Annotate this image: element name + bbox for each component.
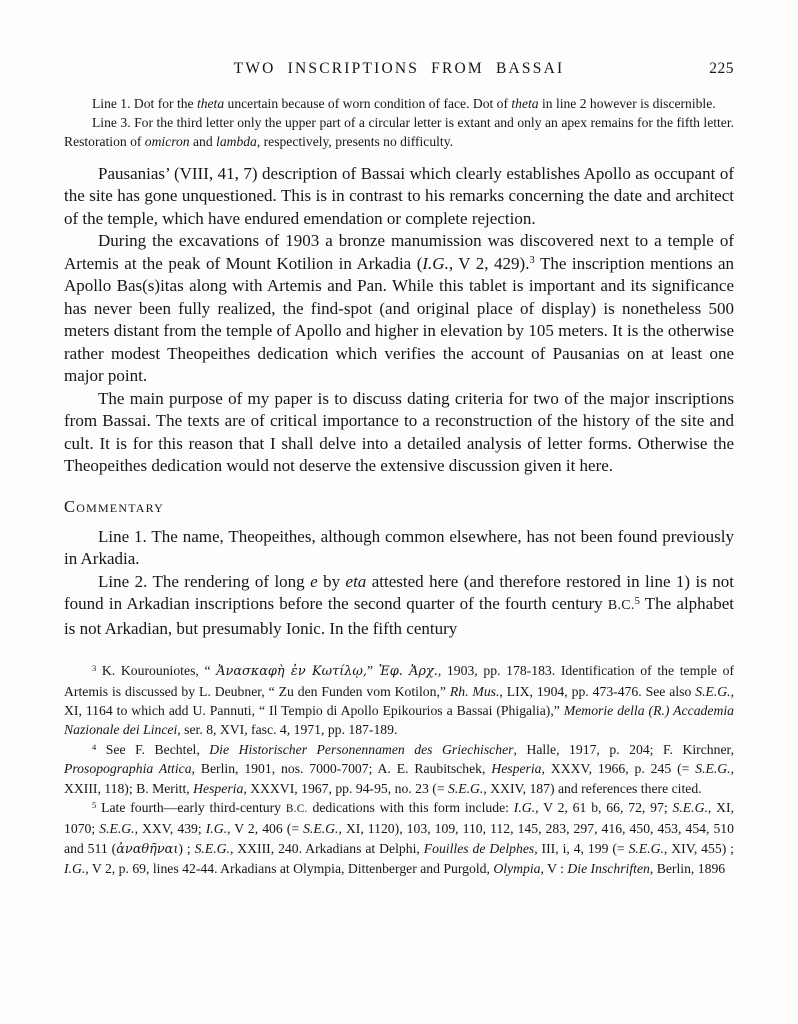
body-paragraph: The main purpose of my paper is to discuss dating criteria for two of the major inscriptions from Bassai. The texts are of critical importance to a reconstruction of the history of the site and cult. It is for this reason that I shall delve into a detailed analysis of letter forms. Otherwise the Theopeithes dedication would not deserve the extensive discussion given it here. xyxy=(64,388,734,476)
running-title: TWO INSCRIPTIONS FROM BASSAI xyxy=(233,60,565,77)
footnote: $^4$ See F. Bechtel, Die Historischer Personennamen des Griechischer, Halle, 1917, p. 204; F. Kirchner, Prosopographia Attica, Berlin, 1901, nos. 7000-7007; A. E. Raubitschek, Hesperia, XXXV, 1966, p. 245 (= S.E.G., XXIII, 118); B. Meritt, Hesperia, XXXVI, 1967, pp. 94-95, no. 23 (= S.E.G., XXIV, 187) and references there cited. xyxy=(64,741,734,796)
footnote: $^5$ Late fourth—early third-century B.C. dedications with this form include: I.G., V 2, 61 b, 66, 72, 97; S.E.G., XI, 1070; S.E.G., XXV, 439; I.G., V 2, 406 (= S.E.G., XI, 1120), 103, 109, 110, 112, 145, 283, 297, 416, 450, 453, 454, 510 and 511 (ἀναθῆναι) ; S.E.G., XXIII, 240. Arkadians at Delphi, Fouilles de Delphes, III, i, 4, 199 (= S.E.G., XIV, 455) ; I.G., V 2, p. 69, lines 42-44. Arkadians at Olympia, Dittenberger and Purgold, Olympia, V : Die Inschriften, Berlin, 1896 xyxy=(64,799,734,877)
main-text xyxy=(64,163,734,478)
commentary-paragraph: Line 1. The name, Theopeithes, although common elsewhere, has not been found previously in Arkadia. xyxy=(64,526,734,569)
note-paragraph: Line 3. For the third letter only the upper part of a circular letter is extant and only an apex remains for the fifth letter. Restoration of omicron and lambda, respectively, presents no difficulty. xyxy=(64,115,734,150)
body-paragraph: During the excavations of 1903 a bronze manumission was discovered next to a temple of Artemis at the peak of Mount Kotilion in Arkadia (I.G., V 2, 429).$^3$ The inscription mentions an Apollo Bas(s)itas along with Artemis and Pan. While this tablet is important and its significance has never been fully realized, the find-spot (and original place of display) is nonetheless 500 meters distant from the temple of Apollo and higher in elevation by 105 meters. It is the otherwise rather modest Theopeithes dedication which verifies the account of Pausanias on at least one major point. xyxy=(64,231,735,386)
footnotes xyxy=(64,661,734,878)
running-head xyxy=(64,60,734,80)
epigraphic-notes xyxy=(64,94,734,152)
note-paragraph: Line 1. Dot for the theta uncertain because of worn condition of face. Dot of theta in line 2 however is discernible. xyxy=(92,96,716,111)
footnote: $^3$ K. Kourouniotes, “ Ἀνασκαφὴ ἐν Κωτίλῳ,” Ἐφ. Ἀρχ., 1903, pp. 178-183. Identification of the temple of Artemis is discussed by L. Deubner, “ Zu den Funden vom Kotilon,” Rh. Mus., LIX, 1904, pp. 473-476. See also S.E.G., XI, 1164 to which add U. Pannuti, “ Il Tempio di Apollo Epikourios a Bassai (Phigalia),” Memorie della (R.) Accademia Nazionale dei Lincei, ser. 8, XVI, fasc. 4, 1971, pp. 187-189. xyxy=(64,662,735,738)
commentary-heading: Commentary xyxy=(64,496,165,516)
body-paragraph: Pausanias’ (VIII, 41, 7) description of Bassai which clearly establishes Apollo as occupant of the site has gone unquestioned. This is in contrast to his remarks concerning the date and architect of the temple, which have endured emendation or complete rejection. xyxy=(64,163,734,228)
commentary-text xyxy=(64,526,734,641)
commentary-paragraph: Line 2. The rendering of long e by eta attested here (and therefore restored in line 1) is not found in Arkadian inscriptions before the second quarter of the fourth century B.C.$^5$ The alphabet is not Arkadian, but presumably Ionic. In the fifth century xyxy=(64,571,735,638)
page-number: 225 xyxy=(709,60,734,77)
